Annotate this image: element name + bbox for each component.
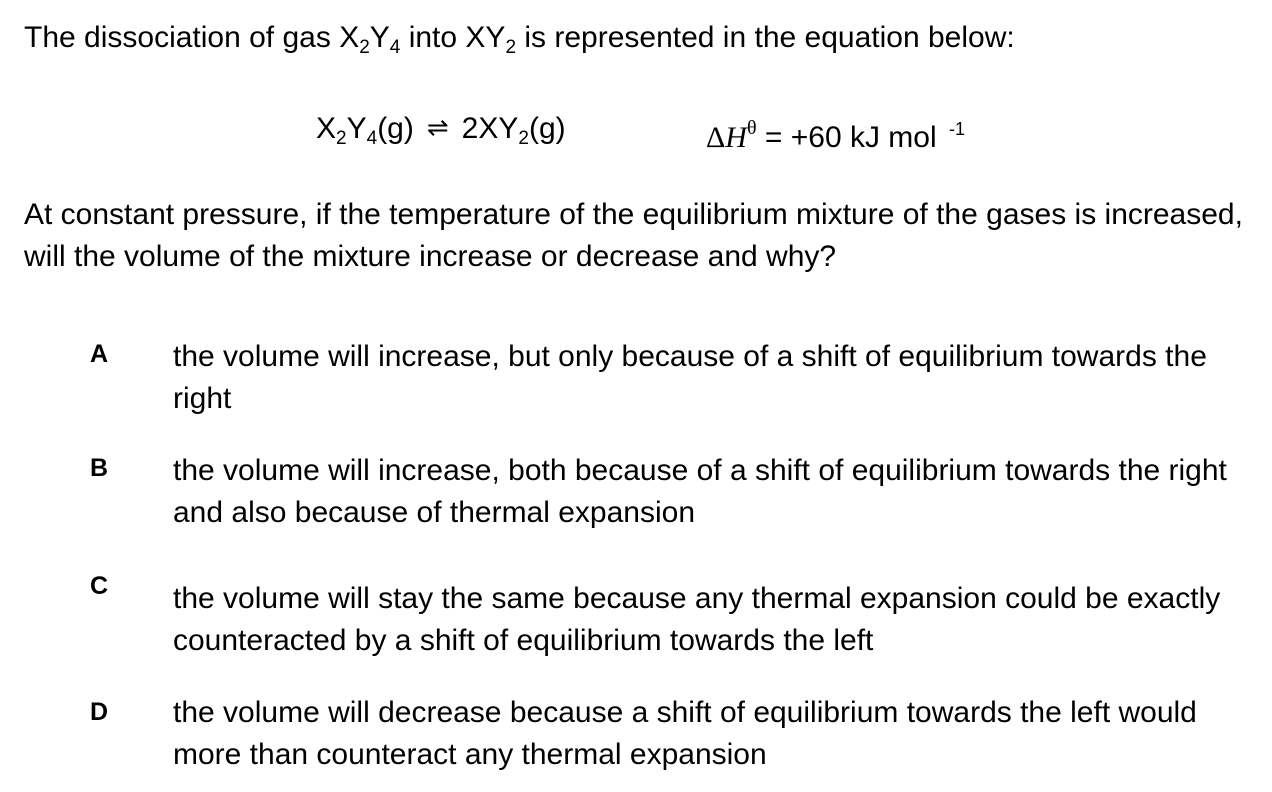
intro-suffix: is represented in the equation below: [516,21,1015,54]
option-b-letter: B [90,454,109,482]
reactant: $X_2Y_4(g)$ [316,112,414,149]
delta-h-symbol: $\Delta H^\theta$ [706,117,757,154]
enthalpy-change [706,111,965,156]
intro-prefix: The dissociation of gas [24,21,340,54]
option-c-letter: C [90,572,109,600]
enthalpy-value: = +60 kJ mol [756,121,945,154]
formula-xy2: $XY_2$ [465,21,517,58]
option-d-text: the volume will decrease because a shift of equilibrium towards the left would more than counteract any thermal expansion [173,696,1197,771]
question-text: At constant pressure, if the temperature of the equilibrium mixture of the gases is increased, will the volume of the mixture increase or decrease and why? [24,198,1243,273]
enthalpy-exponent: -1 [949,119,966,139]
product: $2XY_2(g)$ [461,112,566,149]
intro-sentence [24,20,1015,56]
option-b-text: the volume will increase, both because of a shift of equilibrium towards the right and also because of thermal expansion [173,454,1227,529]
option-c-text: the volume will stay the same because any thermal expansion could be exactly counteracted by a shift of equilibrium towards the left [173,582,1221,657]
option-a-letter: A [90,340,109,368]
equilibrium-arrow-icon: ⇌ [426,112,449,142]
formula-x2y4: $X_2Y_4$ [339,21,401,58]
intro-mid: into [400,21,466,54]
reaction-equation [316,111,566,147]
option-d-letter: D [90,698,109,726]
option-a-text: the volume will increase, but only because of a shift of equilibrium towards the right [173,340,1207,415]
